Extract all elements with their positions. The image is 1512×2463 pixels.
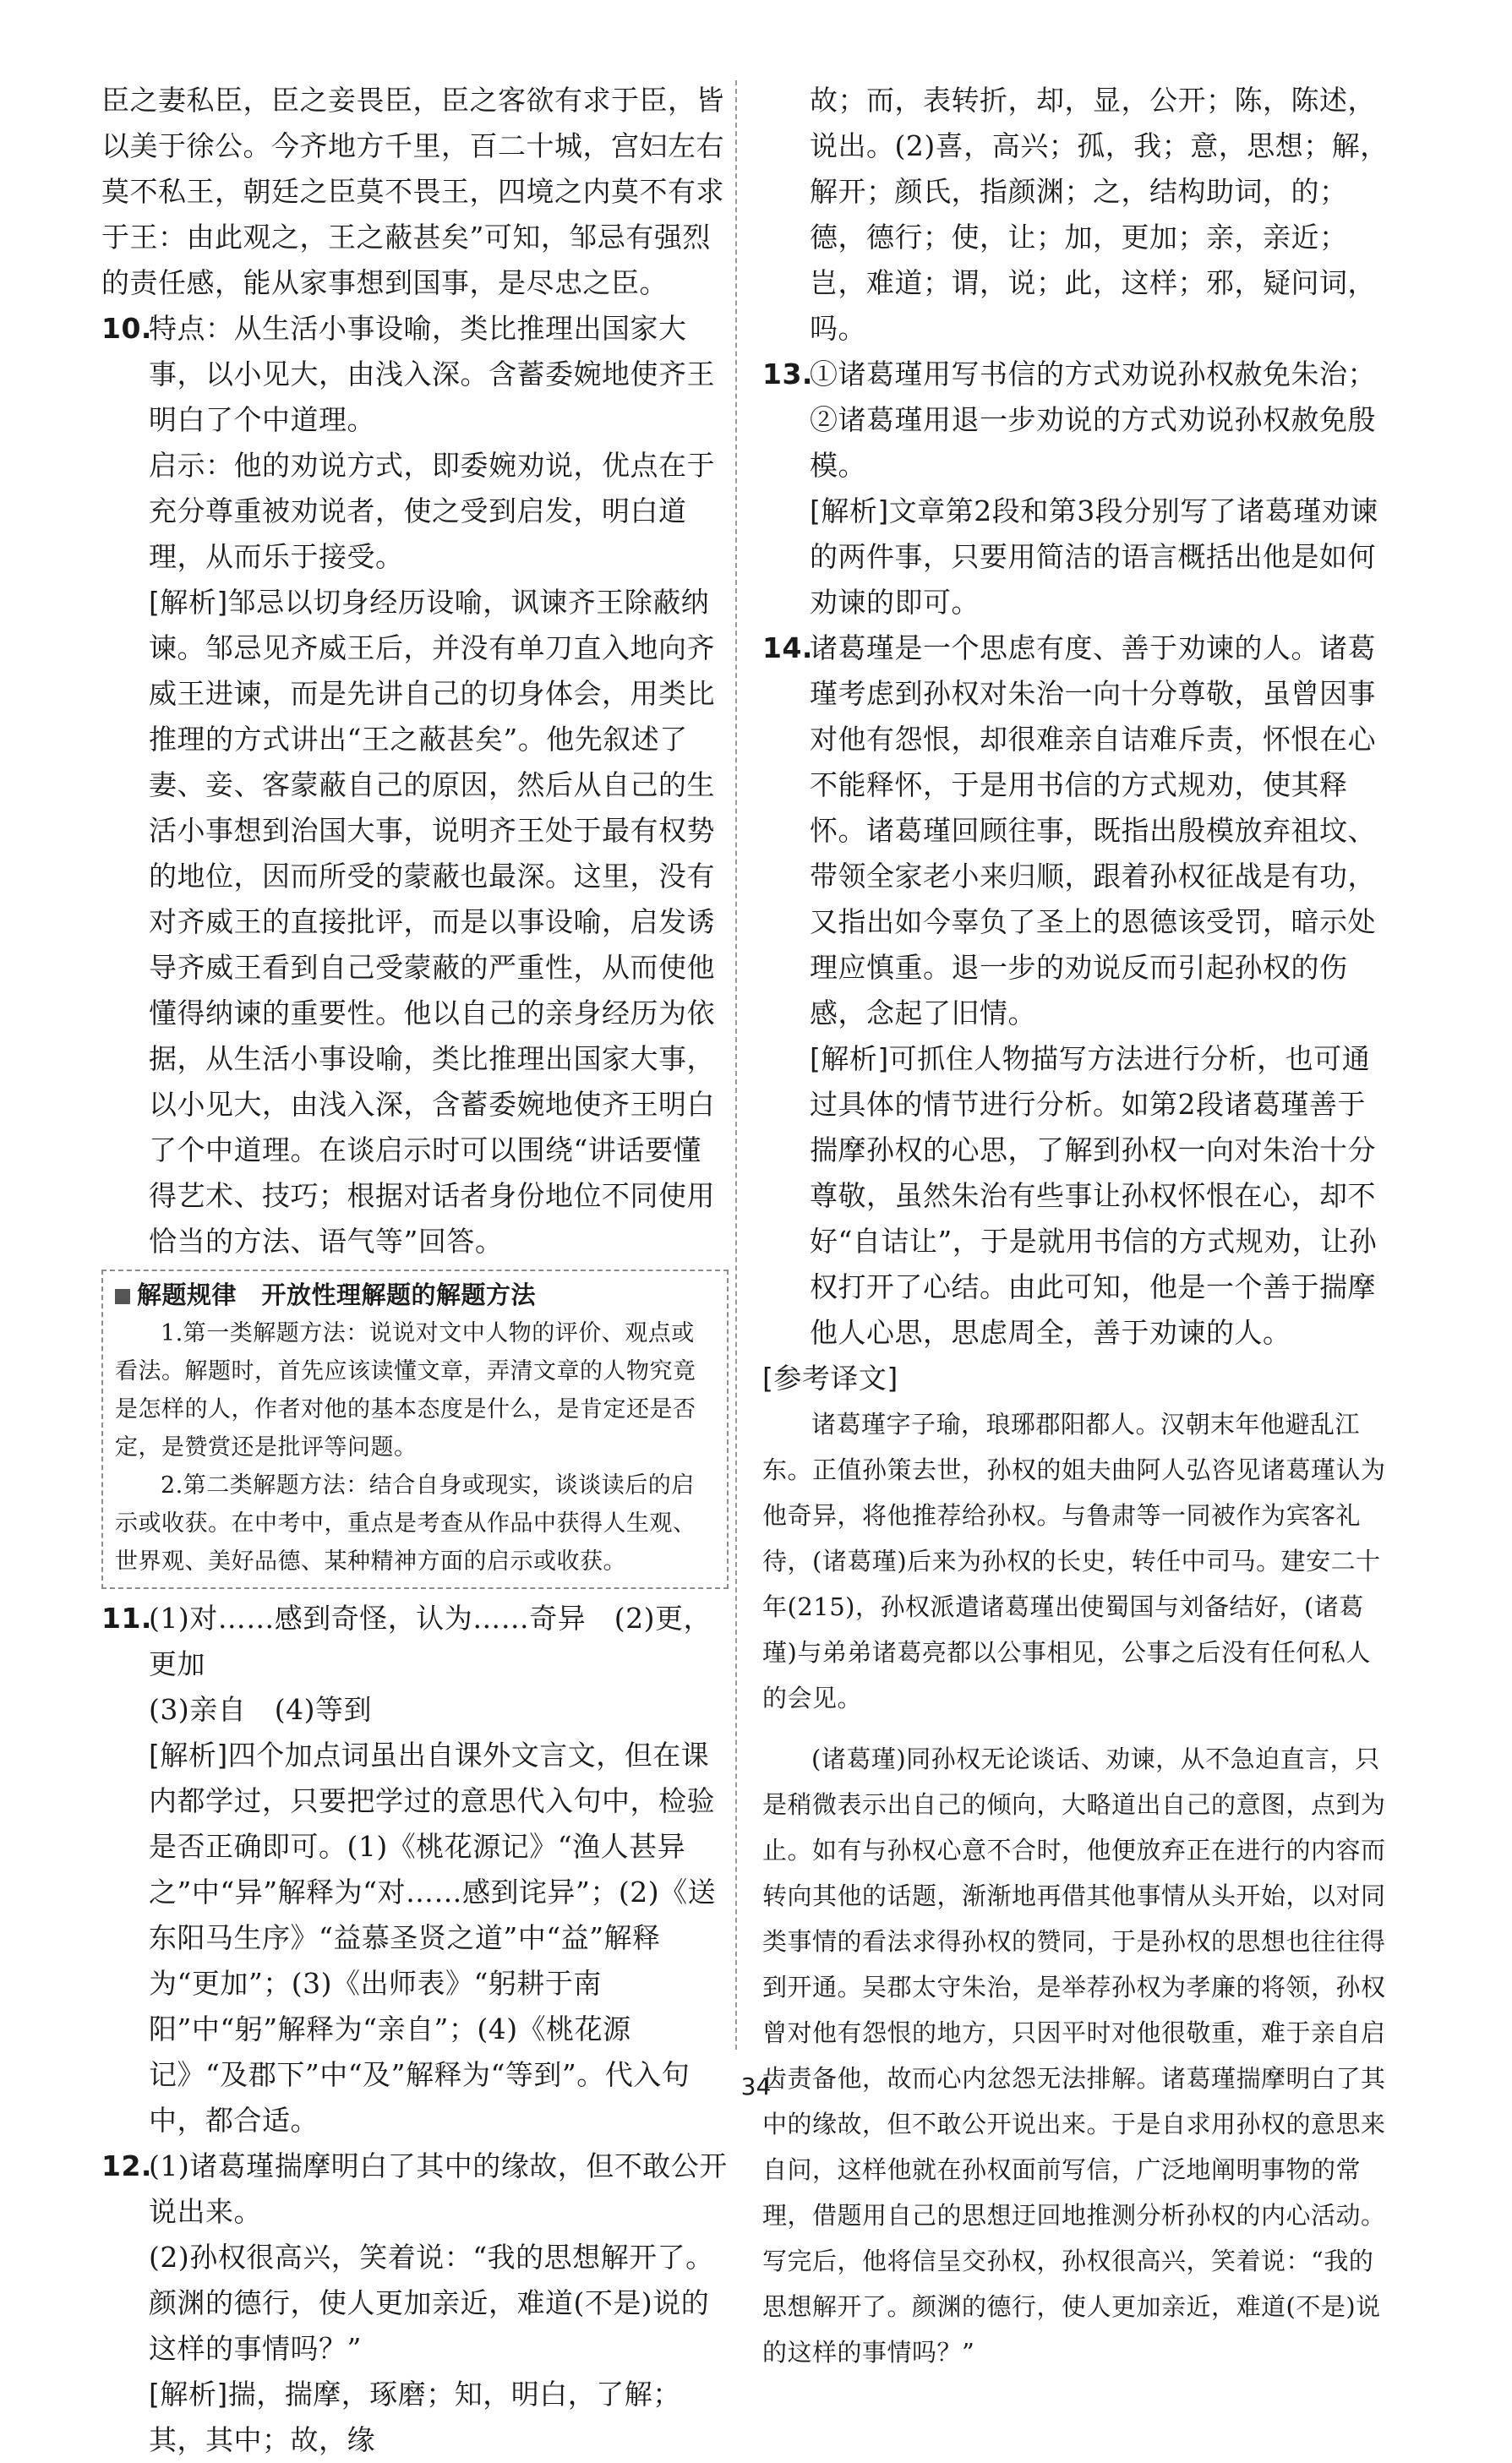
- analysis-tag: [解析]: [149, 586, 228, 619]
- analysis-tag: [解析]: [810, 1042, 889, 1075]
- answer-12-analysis: [149, 2372, 729, 2463]
- analysis-text: 四个加点词虽出自课外文言文，但在课内都学过，只要把学过的意思代入句中，检验是否正确即可。(1)《桃花源记》“渔人甚异之”中“异”解释为“对……感到诧异”；(2)《送东阳马生序》“益慕圣贤之道”中“益”解释为“更加”；(3)《出师表》“躬耕于南阳”中“躬”解释为“亲自”；(4)《桃花源记》“及郡下”中“及”解释为“等到”。代入句中，都合适。: [149, 1739, 717, 2137]
- column-divider: [735, 80, 737, 2050]
- answer-14-text: 诸葛瑾是一个思虑有度、善于劝谏的人。诸葛瑾考虑到孙权对朱治一向十分尊敬，虽曾因事对他有怨恨，却很难亲自诘难斥责，怀恨在心不能释怀，于是用书信的方式规劝，使其释怀。诸葛瑾回顾往事，既指出殷模放弃祖坟、带领全家老小来归顺，跟着孙权征战是有功，又指出如今辜负了圣上的恩德该受罚，暗示处理应慎重。退一步的劝说反而引起孙权的伤感，念起了旧情。: [810, 631, 1376, 1029]
- tip-box: [101, 1270, 729, 1589]
- analysis-tag: [解析]: [810, 494, 889, 527]
- answer-10-inspiration: 启示：他的劝说方式，即委婉劝说，优点在于充分尊重被劝说者，使之受到启发，明白道理，从而乐于接受。: [149, 449, 715, 573]
- answer-12-line-2: (2)孙权很高兴，笑着说：“我的思想解开了。颜渊的德行，使人更加亲近，难道(不是)说的这样的事情吗？”: [149, 2241, 714, 2365]
- answer-14-analysis: [810, 1036, 1389, 1356]
- question-number: 10.: [101, 312, 152, 345]
- analysis-tag: [解析]: [149, 1739, 228, 1772]
- translation-paragraph-2: (诸葛瑾)同孙权无论谈话、劝谏，从不急迫直言，只是稍微表示出自己的倾向，大略道出自己的意图，点到为止。如有与孙权心意不合时，他便放弃正在进行的内容而转向其他的话题，渐渐地再借其他事情从头开始，以对同类事情的看法求得孙权的赞同，于是孙权的思想也往往得到开通。吴郡太守朱治，是举荐孙权为孝廉的将领，孙权曾对他有怨恨的地方，只因平时对他很敬重，难于亲自启齿责备他，故而心内忿怨无法排解。诸葛瑾揣摩明白了其中的缘故，但不敢公开说出来。于是自求用孙权的意思来自问，这样他就在孙权面前写信，广泛地阐明事物的常理，借题用自己的思想迂回地推测分析孙权的内心活动。写完后，他将信呈交孙权，孙权很高兴，笑着说：“我的思想解开了。颜渊的德行，使人更加亲近，难道(不是)说的这样的事情吗？”: [762, 1745, 1386, 2367]
- answer-10-feature: 特点：从生活小事设喻，类比推理出国家大事，以小见大，由浅入深。含蓄委婉地使齐王明白了个中道理。: [149, 312, 715, 436]
- answer-10-analysis: [149, 580, 729, 1264]
- answer-10: [101, 306, 729, 1264]
- question-number: 12.: [101, 2149, 152, 2182]
- reference-translation-title: [参考译文]: [762, 1362, 898, 1395]
- answer-11-line-2: (3)亲自 (4)等到: [149, 1693, 372, 1726]
- right-column: [762, 78, 1389, 2375]
- translation-paragraph-1: 诸葛瑾字子瑜，琅琊郡阳都人。汉朝末年他避乱江东。正值孙策去世，孙权的姐夫曲阿人弘咨见诸葛瑾认为他奇异，将他推荐给孙权。与鲁肃等一同被作为宾客礼待，(诸葛瑾)后来为孙权的长史，转任中司马。建安二十年(215)，孙权派遣诸葛瑾出使蜀国与刘备结好，(诸葛瑾)与弟弟诸葛亮都以公事相见，公事之后没有任何私人的会见。: [762, 1410, 1386, 1712]
- answer-11-line-1: (1)对……感到奇怪，认为……奇异 (2)更，更加: [149, 1602, 712, 1680]
- left-column: [101, 78, 729, 2463]
- analysis-text: 可抓住人物描写方法进行分析，也可通过具体的情节进行分析。如第2段诸葛瑾善于揣摩孙权的心思，了解到孙权一向对朱治十分尊敬，虽然朱治有些事让孙权怀恨在心，却不好“自诘让”，于是就用书信的方式规劝，让孙权打开了心结。由此可知，他是一个善于揣摩他人心思，思虑周全，善于劝谏的人。: [810, 1042, 1378, 1349]
- analysis-text: 揣，揣摩，琢磨；知，明白，了解；其，其中；故，缘: [149, 2378, 681, 2456]
- analysis-text: 邹忌以切身经历设喻，讽谏齐王除蔽纳谏。邹忌见齐威王后，并没有单刀直入地向齐威王进谏，而是先讲自己的切身体会，用类比推理的方式讲出“王之蔽甚矣”。他先叙述了妻、妾、客蒙蔽自己的原因，然后从自己的生活小事想到治国大事，说明齐王处于最有权势的地位，因而所受的蒙蔽也最深。这里，没有对齐威王的直接批评，而是以事设喻，启发诱导齐威王看到自己受蒙蔽的严重性，从而使他懂得纳谏的重要性。他以自己的亲身经历为依据，从生活小事设喻，类比推理出国家大事，以小见大，由浅入深，含蓄委婉地使齐王明白了个中道理。在谈启示时可以围绕“讲话要懂得艺术、技巧；根据对话者身份地位不同使用恰当的方法、语气等”回答。: [149, 586, 715, 1258]
- answer-13-text: ①诸葛瑾用写书信的方式劝说孙权赦免朱治；②诸葛瑾用退一步劝说的方式劝说孙权赦免殷模。: [810, 358, 1376, 482]
- page-number: 34: [740, 2073, 772, 2100]
- tip-box-method-2: 2.第二类解题方法：结合自身或现实，谈谈读后的启示或收获。在中考中，重点是考查从作品中获得人生观、世界观、美好品德、某种精神方面的启示或收获。: [115, 1472, 696, 1575]
- answer-12-line-1: (1)诸葛瑾揣摩明白了其中的缘故，但不敢公开说出来。: [149, 2149, 728, 2228]
- tip-box-title: [115, 1276, 715, 1314]
- answer-13: [762, 352, 1389, 625]
- analysis-tag: [解析]: [149, 2378, 228, 2411]
- tip-box-method-1: 1.第一类解题方法：说说对文中人物的评价、观点或看法。解题时，首先应该读懂文章，弄清文章的人物究竟是怎样的人，作者对他的基本态度是什么，是肯定还是否定，是赞赏还是批评等问题。: [115, 1320, 696, 1461]
- answer-13-analysis: [810, 489, 1389, 625]
- answer-11: [101, 1596, 729, 2144]
- question-number: 11.: [101, 1602, 152, 1635]
- intro-paragraph: 臣之妻私臣，臣之妾畏臣，臣之客欲有求于臣，皆以美于徐公。今齐地方千里，百二十城，宫妇左右莫不私王，朝廷之臣莫不畏王，四境之内莫不有求于王：由此观之，王之蔽甚矣”可知，邹忌有强烈的责任感，能从家事想到国事，是尽忠之臣。: [101, 84, 724, 299]
- square-bullet-icon: [115, 1289, 130, 1304]
- tip-box-title-text: 解题规律 开放性理解题的解题方法: [137, 1281, 537, 1309]
- question-number: 13.: [762, 358, 813, 390]
- question-number: 14.: [762, 631, 813, 664]
- answer-14: [762, 625, 1389, 1356]
- analysis-text: 文章第2段和第3段分别写了诸葛瑾劝谏的两件事，只要用简洁的语言概括出他是如何劝谏的即可。: [810, 494, 1378, 619]
- answer-12: [101, 2144, 729, 2463]
- answer-12-continued: 故；而，表转折，却，显，公开；陈，陈述，说出。(2)喜，高兴；孤，我；意，思想；解，解开；颜氏，指颜渊；之，结构助词，的；德，德行；使，让；加，更加；亲，亲近；岂，难道；谓，说；此，这样；邪，疑问词，吗。: [810, 84, 1389, 345]
